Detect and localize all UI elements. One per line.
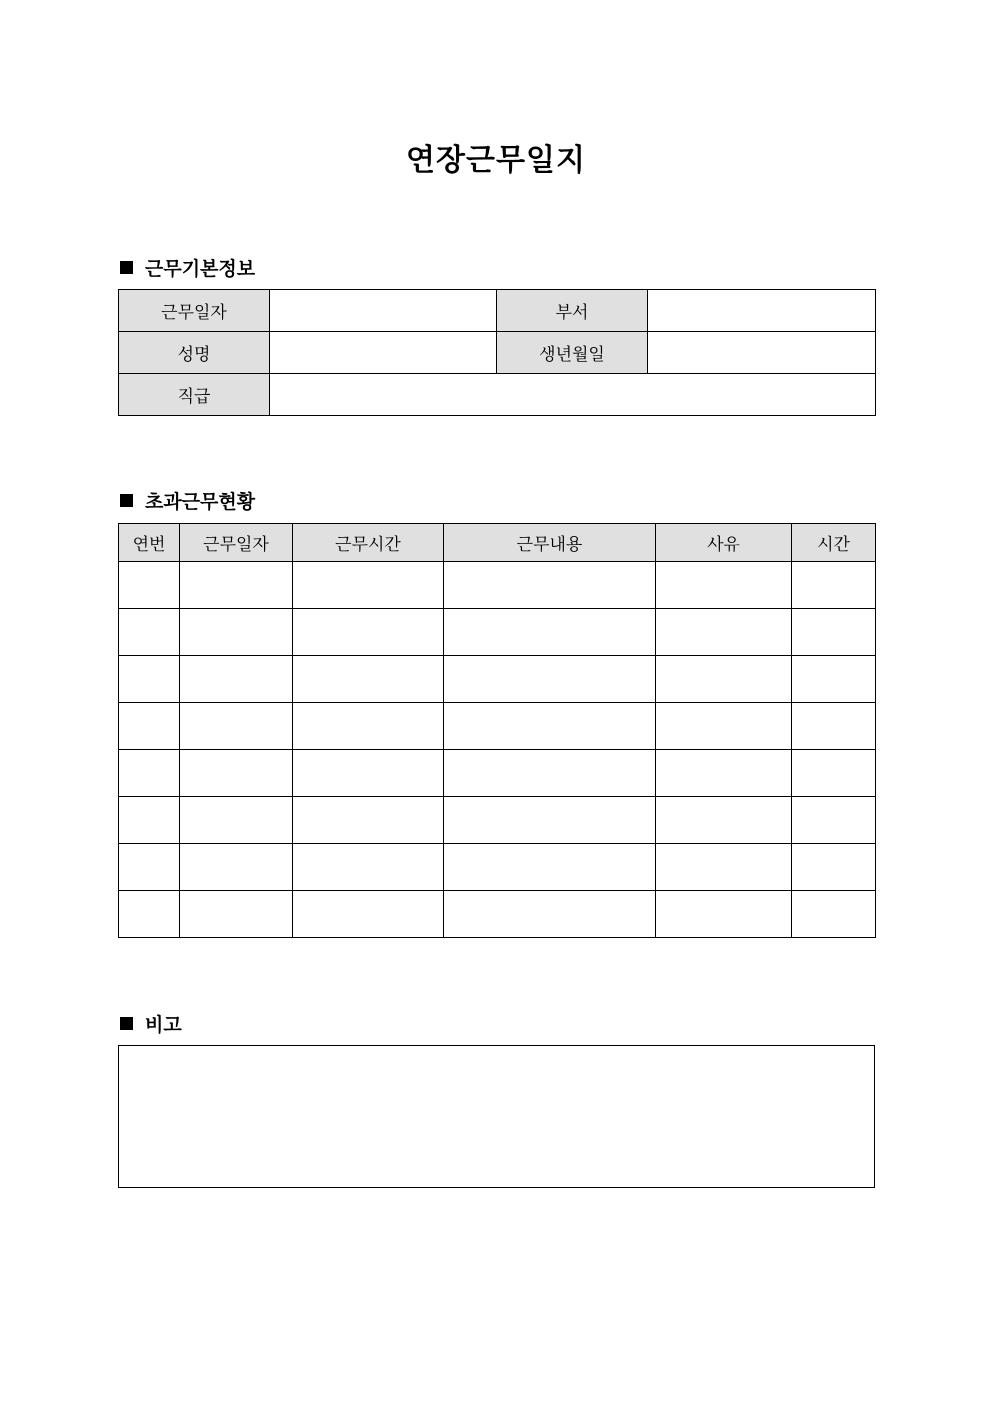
work-time-cell[interactable] — [293, 656, 444, 703]
hours-cell[interactable] — [792, 750, 876, 797]
work-date-cell[interactable] — [180, 703, 293, 750]
work-date-cell[interactable] — [180, 750, 293, 797]
birth-date-field[interactable] — [648, 332, 876, 374]
work-date-field[interactable] — [270, 290, 497, 332]
column-header-seq: 연번 — [119, 524, 180, 562]
work-content-cell[interactable] — [444, 797, 656, 844]
basic-row-1 — [119, 290, 876, 332]
table-row — [119, 844, 876, 891]
table-row — [119, 797, 876, 844]
reason-cell[interactable] — [656, 891, 792, 938]
position-field[interactable] — [270, 374, 876, 416]
column-header-hours: 시간 — [792, 524, 876, 562]
overtime-header-row — [119, 524, 876, 562]
work-time-cell[interactable] — [293, 797, 444, 844]
hours-cell[interactable] — [792, 891, 876, 938]
birth-date-label: 생년월일 — [497, 332, 648, 374]
work-date-cell[interactable] — [180, 891, 293, 938]
basic-info-table — [118, 289, 876, 416]
work-content-cell[interactable] — [444, 703, 656, 750]
work-date-cell[interactable] — [180, 797, 293, 844]
hours-cell[interactable] — [792, 609, 876, 656]
work-content-cell[interactable] — [444, 562, 656, 609]
work-content-cell[interactable] — [444, 891, 656, 938]
work-date-label: 근무일자 — [119, 290, 270, 332]
table-row — [119, 891, 876, 938]
seq-cell[interactable] — [119, 797, 180, 844]
work-content-cell[interactable] — [444, 656, 656, 703]
work-content-cell[interactable] — [444, 844, 656, 891]
reason-cell[interactable] — [656, 562, 792, 609]
basic-row-2 — [119, 332, 876, 374]
column-header-reason: 사유 — [656, 524, 792, 562]
hours-cell[interactable] — [792, 844, 876, 891]
reason-cell[interactable] — [656, 609, 792, 656]
square-bullet-icon — [120, 1017, 133, 1030]
column-header-work-content: 근무내용 — [444, 524, 656, 562]
seq-cell[interactable] — [119, 562, 180, 609]
name-field[interactable] — [270, 332, 497, 374]
work-time-cell[interactable] — [293, 562, 444, 609]
table-row — [119, 703, 876, 750]
department-label: 부서 — [497, 290, 648, 332]
table-row — [119, 656, 876, 703]
work-content-cell[interactable] — [444, 750, 656, 797]
seq-cell[interactable] — [119, 844, 180, 891]
square-bullet-icon — [120, 494, 133, 507]
square-bullet-icon — [120, 261, 133, 274]
position-label: 직급 — [119, 374, 270, 416]
hours-cell[interactable] — [792, 562, 876, 609]
work-time-cell[interactable] — [293, 844, 444, 891]
section-heading-remarks-label: 비고 — [145, 1014, 182, 1036]
section-heading-overtime — [120, 487, 255, 514]
name-label: 성명 — [119, 332, 270, 374]
remarks-field[interactable] — [118, 1045, 875, 1188]
column-header-work-date: 근무일자 — [180, 524, 293, 562]
reason-cell[interactable] — [656, 703, 792, 750]
work-time-cell[interactable] — [293, 891, 444, 938]
seq-cell[interactable] — [119, 891, 180, 938]
reason-cell[interactable] — [656, 844, 792, 891]
hours-cell[interactable] — [792, 656, 876, 703]
work-date-cell[interactable] — [180, 609, 293, 656]
work-date-cell[interactable] — [180, 844, 293, 891]
work-date-cell[interactable] — [180, 562, 293, 609]
seq-cell[interactable] — [119, 703, 180, 750]
work-time-cell[interactable] — [293, 750, 444, 797]
section-heading-overtime-label: 초과근무현황 — [145, 491, 256, 513]
section-heading-basic — [120, 254, 255, 281]
work-time-cell[interactable] — [293, 703, 444, 750]
hours-cell[interactable] — [792, 797, 876, 844]
overtime-table — [118, 523, 876, 938]
seq-cell[interactable] — [119, 656, 180, 703]
reason-cell[interactable] — [656, 750, 792, 797]
seq-cell[interactable] — [119, 750, 180, 797]
document-title: 연장근무일지 — [406, 143, 586, 178]
section-heading-basic-label: 근무기본정보 — [145, 258, 256, 280]
work-date-cell[interactable] — [180, 656, 293, 703]
table-row — [119, 609, 876, 656]
section-heading-remarks — [120, 1010, 182, 1037]
table-row — [119, 750, 876, 797]
work-content-cell[interactable] — [444, 609, 656, 656]
work-time-cell[interactable] — [293, 609, 444, 656]
department-field[interactable] — [648, 290, 876, 332]
table-row — [119, 562, 876, 609]
basic-row-3 — [119, 374, 876, 416]
reason-cell[interactable] — [656, 797, 792, 844]
seq-cell[interactable] — [119, 609, 180, 656]
column-header-work-time: 근무시간 — [293, 524, 444, 562]
reason-cell[interactable] — [656, 656, 792, 703]
hours-cell[interactable] — [792, 703, 876, 750]
